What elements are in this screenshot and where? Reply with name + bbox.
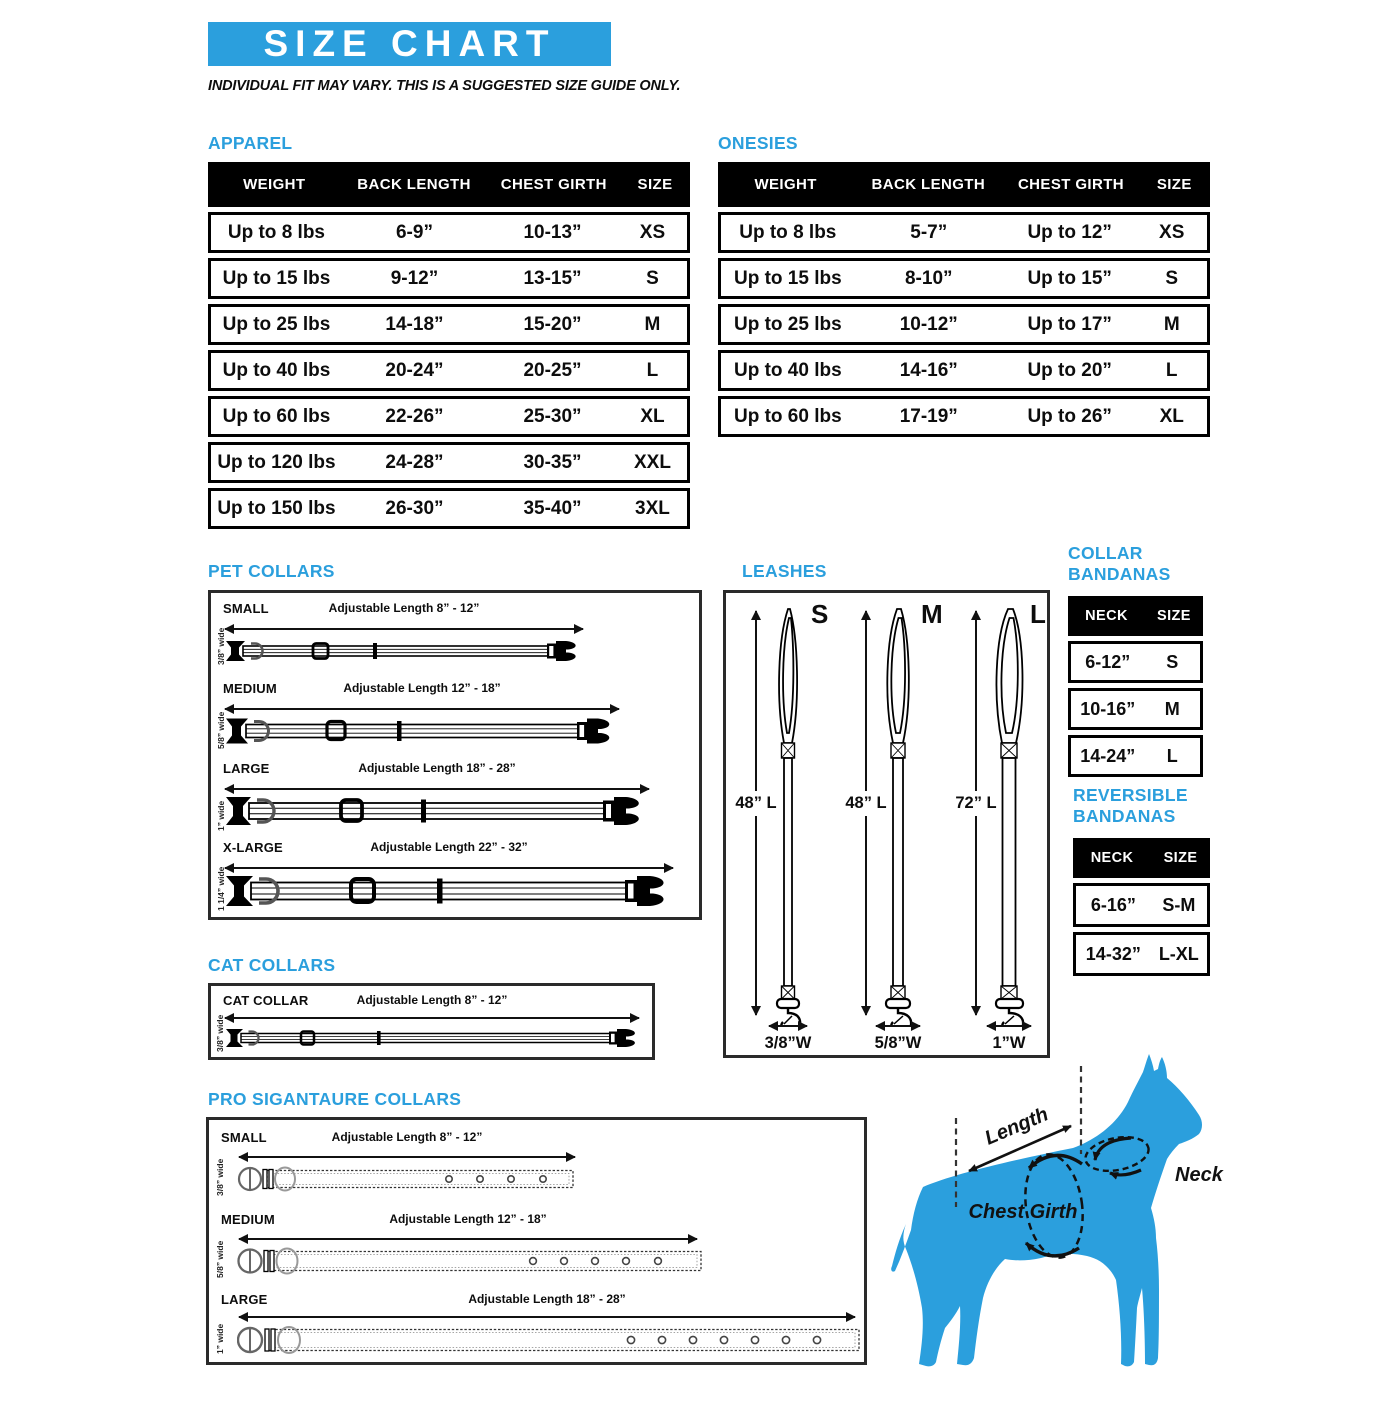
leash-length-label: 48” L [731,791,781,816]
table-row [718,396,1210,437]
column-header: WEIGHT [754,176,817,193]
cell-weight: Up to 25 lbs [222,313,331,335]
column-header: CHEST GIRTH [1017,176,1125,193]
cell-size: XXL [633,451,671,473]
leash-width-arrow [876,1025,920,1027]
reversible-bandanas-table [1073,838,1210,976]
adjustable-length-label: Adjustable Length 18” - 28” [468,1292,626,1306]
adjustable-length-label: Adjustable Length 22” - 32” [370,840,528,854]
leash-width-arrow [987,1025,1031,1027]
column-header: SIZE [637,176,673,193]
collar-size-label: CAT COLLAR [223,993,309,1008]
column-header: SIZE [1157,608,1191,624]
cell-chest: Up to 17” [1027,313,1112,335]
length-arrow [239,1238,697,1240]
column-header: CHEST GIRTH [500,176,607,193]
leash-width-label: 1”W [992,1034,1026,1052]
dog-measurement-diagram [873,1044,1318,1401]
collar-width-label: 5/8” wide [215,1240,225,1278]
adjustable-length-label: Adjustable Length 12” - 18” [389,1212,547,1226]
cell-size: S [1166,651,1179,672]
medium-collar-graphic [225,717,623,745]
cell-weight: Up to 40 lbs [733,359,842,381]
collar-size-label: LARGE [221,1292,268,1307]
column-header: NECK [1085,608,1128,624]
disclaimer-text: INDIVIDUAL FIT MAY VARY. THIS IS A SUGGESTED SIZE GUIDE ONLY. [208,78,681,94]
leash-size-label: M [921,599,943,629]
cell-size: L-XL [1158,943,1199,964]
heading-line: COLLAR [1068,543,1143,563]
leash-width-label: 5/8”W [874,1034,922,1052]
cell-weight: Up to 40 lbs [222,359,331,381]
collar-size-label: SMALL [221,1130,267,1145]
column-header: SIZE [1163,850,1198,866]
leash-item-l [955,593,1052,1055]
cell-chest: 25-30” [523,405,582,427]
cell-size: L [1165,359,1178,381]
cell-chest: 35-40” [523,497,582,519]
adjustable-length-label: Adjustable Length 8” - 12” [331,1130,483,1144]
table-row [208,488,690,529]
cell-chest: 20-25” [523,359,582,381]
table-row [208,212,690,253]
collar-size-label: SMALL [223,601,269,616]
table-row [208,350,690,391]
cell-back: 10-12” [899,313,958,335]
cell-neck: 14-32” [1085,943,1141,964]
cell-weight: Up to 60 lbs [222,405,331,427]
collar-width-label: 3/8” wide [216,627,226,665]
cell-back: 6-9” [395,221,433,243]
table-row [718,258,1210,299]
adjustable-length-label: Adjustable Length 12” - 18” [343,681,501,695]
column-header: BACK LENGTH [871,176,986,193]
onesies-header-row [718,162,1210,207]
cell-neck: 14-24” [1080,745,1136,766]
pro-collar-graphic-small [237,1164,577,1194]
table-row [1068,641,1203,683]
collar-bandanas-table [1068,596,1203,777]
cell-size: M [644,313,661,335]
leash-size-label: S [811,599,829,629]
cell-weight: Up to 120 lbs [217,451,336,473]
cell-back: 26-30” [385,497,444,519]
cell-back: 17-19” [899,405,958,427]
leash-graphic [878,605,918,1025]
table-row [718,350,1210,391]
cell-back: 5-7” [910,221,948,243]
page-title [208,22,611,66]
column-header: WEIGHT [243,176,306,193]
pet-collars-heading: PET COLLARS [208,561,335,581]
collar-bandanas-heading [1068,543,1171,585]
collar-width-label: 1” wide [216,800,226,831]
pro-collars-heading: PRO SIGANTAURE COLLARS [208,1089,462,1109]
cell-size: S-M [1162,894,1196,915]
apparel-table [208,162,690,529]
length-arrow [225,788,649,790]
cell-size: XL [640,405,665,427]
cell-size: L [646,359,659,381]
collar-size-label: X-LARGE [223,840,283,855]
neck-label: Neck [1175,1164,1223,1186]
cell-back: 14-16” [899,359,958,381]
cell-weight: Up to 25 lbs [733,313,842,335]
cell-weight: Up to 8 lbs [739,221,837,243]
cell-size: L [1166,745,1178,766]
collar-width-label: 3/8” wide [215,1158,225,1196]
leash-length-label: 72” L [951,791,1001,816]
heading-line: BANDANAS [1068,564,1171,584]
leash-width-label: 3/8”W [764,1034,812,1052]
leashes-heading: LEASHES [742,561,827,581]
cell-back: 8-10” [904,267,953,289]
table-row [208,442,690,483]
bandana-header-row [1073,838,1210,878]
leash-length-label: 48” L [841,791,891,816]
table-row [1073,883,1210,927]
cell-chest: Up to 12” [1027,221,1112,243]
cell-chest: 13-15” [523,267,582,289]
cell-chest: Up to 15” [1027,267,1112,289]
adjustable-length-label: Adjustable Length 18” - 28” [358,761,516,775]
length-arrow [225,1017,639,1019]
table-row [208,304,690,345]
apparel-header-row [208,162,690,207]
pro-collar-graphic-medium [237,1246,705,1276]
adjustable-length-label: Adjustable Length 8” - 12” [356,993,508,1007]
table-row [1073,932,1210,976]
column-header: NECK [1090,850,1134,866]
bandana-header-row [1068,596,1203,636]
cell-back: 22-26” [385,405,444,427]
table-row [208,258,690,299]
cell-size: XL [1159,405,1184,427]
length-arrow [239,1156,575,1158]
collar-size-label: MEDIUM [223,681,277,696]
column-header: SIZE [1156,176,1192,193]
cell-weight: Up to 60 lbs [733,405,842,427]
cell-back: 14-18” [385,313,444,335]
collar-width-label: 3/8” wide [215,1014,225,1052]
chest-girth-label: Chest Girth [968,1201,1078,1223]
table-row [718,212,1210,253]
cell-back: 20-24” [385,359,444,381]
cell-size: XS [1159,221,1185,243]
cell-weight: Up to 150 lbs [217,497,336,519]
cell-size: M [1164,698,1180,719]
length-arrow [225,867,673,869]
cell-back: 24-28” [385,451,444,473]
cat-collar-graphic [225,1028,643,1048]
cell-chest: Up to 20” [1027,359,1112,381]
column-header: BACK LENGTH [357,176,471,193]
collar-width-label: 5/8” wide [216,711,226,749]
apparel-heading: APPAREL [208,133,293,153]
pro-collars-box [206,1117,867,1365]
leash-graphic [988,605,1032,1025]
cell-size: S [1165,267,1179,289]
length-arrow [225,708,619,710]
length-arrow [225,628,583,630]
collar-size-label: MEDIUM [221,1212,275,1227]
cell-neck: 6-16” [1090,894,1136,915]
cell-size: M [1163,313,1180,335]
cell-weight: Up to 15 lbs [733,267,842,289]
cell-neck: 10-16” [1080,698,1136,719]
cell-chest: 15-20” [523,313,582,335]
cell-size: S [646,267,659,289]
leash-item-m [845,593,950,1055]
adjustable-length-label: Adjustable Length 8” - 12” [328,601,480,615]
cell-chest: 30-35” [523,451,582,473]
cell-size: XS [639,221,666,243]
table-row [1068,735,1203,777]
cell-size: 3XL [635,497,670,519]
collar-width-label: 1” wide [215,1323,225,1354]
pro-collar-graphic-large [237,1324,863,1356]
collar-width-label: 1 1/4” wide [216,866,226,911]
cell-weight: Up to 8 lbs [227,221,325,243]
cat-collars-heading: CAT COLLARS [208,955,336,975]
length-arrow [239,1316,855,1318]
leash-graphic [768,605,808,1025]
reversible-bandanas-heading [1073,785,1188,827]
cell-back: 9-12” [390,267,439,289]
heading-line: REVERSIBLE [1073,785,1188,805]
page-title-text: SIZE CHART [263,23,556,64]
table-row [1068,688,1203,730]
cell-weight: Up to 15 lbs [222,267,331,289]
onesies-table [718,162,1210,437]
onesies-heading: ONESIES [718,133,798,153]
table-row [208,396,690,437]
cat-collars-box [208,983,655,1060]
pet-collars-box [208,590,702,920]
length-label: Length [981,1103,1052,1150]
leash-width-arrow [769,1025,807,1027]
table-row [718,304,1210,345]
heading-line: BANDANAS [1073,806,1176,826]
cell-chest: Up to 26” [1027,405,1112,427]
collar-size-label: LARGE [223,761,270,776]
leash-item-s [735,593,840,1055]
cell-chest: 10-13” [523,221,582,243]
leashes-box [723,590,1050,1058]
xlarge-collar-graphic [225,874,677,908]
small-collar-graphic [225,640,587,662]
leash-size-label: L [1030,599,1046,629]
cell-neck: 6-12” [1085,651,1131,672]
large-collar-graphic [225,795,653,827]
